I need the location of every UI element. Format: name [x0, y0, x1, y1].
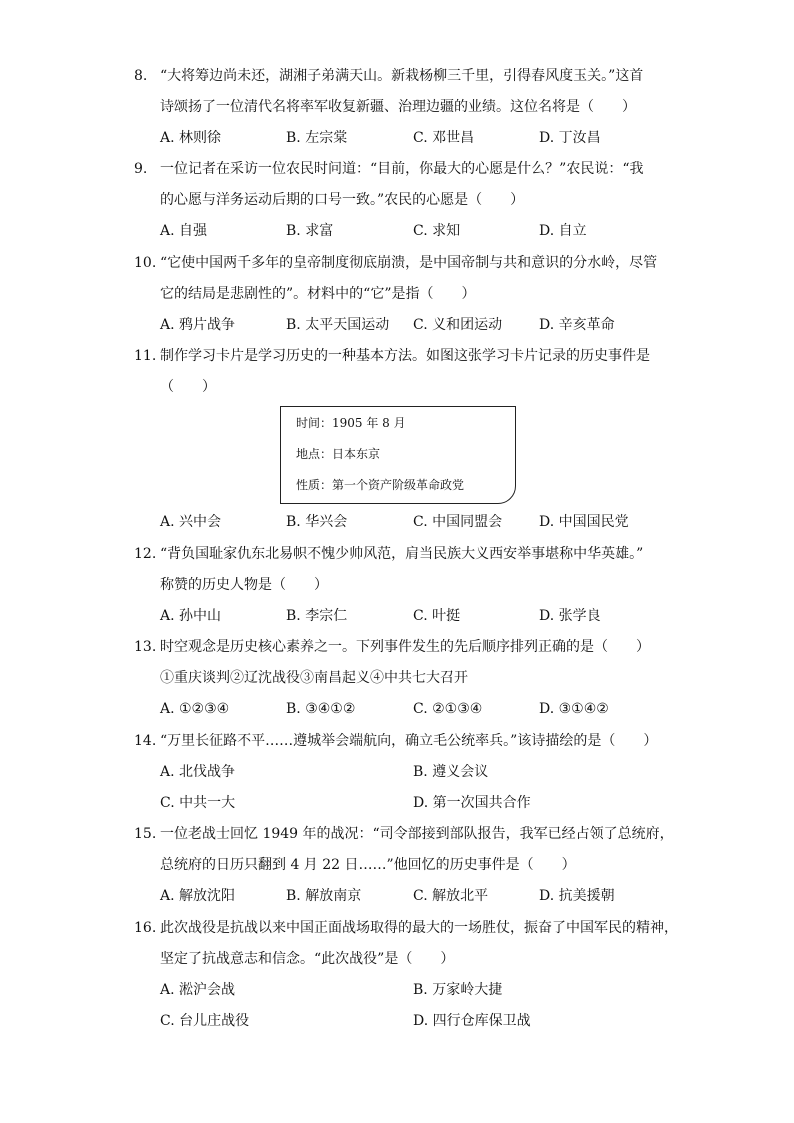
question-stem: 诗颂扬了一位清代名将率军收复新疆、治理边疆的业绩。这位名将是（ ）: [160, 99, 636, 115]
question-number: 14.: [134, 733, 157, 749]
question-stem: ①重庆谈判②辽沈战役③南昌起义④中共七大召开: [160, 670, 468, 686]
question-15: [134, 819, 674, 912]
option-c: C. 台儿庄战役: [160, 1013, 250, 1029]
question-stem: “它使中国两千多年的皇帝制度彻底崩溃，是中国帝制与共和意识的分水岭，尽管: [160, 255, 658, 271]
study-card: [280, 406, 516, 504]
option-b: B. 解放南京: [286, 888, 362, 904]
option-b: B. 左宗棠: [286, 130, 348, 146]
question-number: 11.: [134, 348, 157, 364]
question-11: [134, 341, 664, 403]
card-nature: 性质：第一个资产阶级革命政党: [296, 478, 465, 492]
option-d: D. 中国国民党: [539, 514, 629, 530]
option-d: D. 辛亥革命: [539, 317, 615, 333]
option-a: A. ①②③④: [160, 701, 230, 717]
option-b: B. 万家岭大捷: [413, 982, 503, 998]
question-16: [134, 913, 678, 1037]
option-c: C. 求知: [413, 223, 461, 239]
option-a: A. 解放沈阳: [160, 888, 236, 904]
question-stem: “背负国耻家仇东北易帜不愧少帅风范，肩当民族大义西安举事堪称中华英雄。”: [160, 546, 644, 562]
option-d: D. ③①④②: [539, 701, 609, 717]
question-number: 13.: [134, 639, 157, 655]
option-d: D. 丁汝昌: [539, 130, 601, 146]
question-10: [134, 248, 664, 341]
question-stem: 的心愿与洋务运动后期的口号一致。”农民的心愿是（ ）: [160, 192, 525, 208]
question-number: 9.: [134, 161, 148, 177]
option-a: A. 兴中会: [160, 514, 222, 530]
question-stem: “大将筹边尚未还，湖湘子弟满天山。新栽杨柳三千里，引得春风度玉关。”这首: [160, 68, 644, 84]
question-number: 8.: [134, 68, 148, 84]
question-stem: 此次战役是抗战以来中国正面战场取得的最大的一场胜仗，振奋了中国军民的精神，: [160, 920, 678, 936]
option-d: D. 第一次国共合作: [413, 795, 531, 811]
option-d: D. 自立: [539, 223, 587, 239]
option-b: B. ③④①②: [286, 701, 356, 717]
question-9: [134, 154, 664, 247]
option-d: D. 张学良: [539, 608, 601, 624]
question-number: 12.: [134, 546, 157, 562]
question-stem: 时空观念是历史核心素养之一。下列事件发生的先后顺序排列正确的是（ ）: [160, 639, 650, 655]
question-stem: （ ）: [160, 379, 216, 395]
question-number: 15.: [134, 826, 157, 842]
option-c: C. ②①③④: [413, 701, 483, 717]
option-a: A. 孙中山: [160, 608, 222, 624]
question-stem: 坚定了抗战意志和信念。“此次战役”是（ ）: [160, 951, 455, 967]
option-c: C. 中共一大: [160, 795, 236, 811]
option-c: C. 解放北平: [413, 888, 489, 904]
option-b: B. 太平天国运动: [286, 317, 390, 333]
question-stem: 它的结局是悲剧性的”。材料中的“它”是指（ ）: [160, 286, 476, 302]
option-c: C. 邓世昌: [413, 130, 475, 146]
question-stem: “万里长征路不平……遵城举会端航向，确立毛公统率兵。”该诗描绘的是（ ）: [160, 733, 658, 749]
option-b: B. 李宗仁: [286, 608, 348, 624]
question-number: 16.: [134, 920, 157, 936]
question-stem: 总统府的日历只翻到 4 月 22 日……”他回忆的历史事件是（ ）: [160, 857, 576, 873]
option-b: B. 求富: [286, 223, 334, 239]
question-stem: 制作学习卡片是学习历史的一种基本方法。如图这张学习卡片记录的历史事件是: [160, 348, 650, 364]
option-b: B. 遵义会议: [413, 764, 489, 780]
question-8: [134, 61, 664, 154]
question-13: [134, 632, 664, 725]
question-12: [134, 539, 664, 632]
question-stem: 一位老战士回忆 1949 年的战况：“司令部接到部队报告，我军已经占领了总统府，: [160, 826, 674, 842]
option-a: A. 鸦片战争: [160, 317, 236, 333]
card-time: 时间：1905 年 8 月: [296, 416, 406, 430]
option-c: C. 叶挺: [413, 608, 461, 624]
card-place: 地点：日本东京: [296, 447, 381, 461]
option-c: C. 中国同盟会: [413, 514, 503, 530]
option-a: A. 淞沪会战: [160, 982, 236, 998]
question-14: [134, 726, 664, 819]
option-a: A. 林则徐: [160, 130, 222, 146]
option-a: A. 北伐战争: [160, 764, 236, 780]
question-stem: 称赞的历史人物是（ ）: [160, 577, 328, 593]
option-d: D. 四行仓库保卫战: [413, 1013, 531, 1029]
option-d: D. 抗美援朝: [539, 888, 615, 904]
option-a: A. 自强: [160, 223, 208, 239]
option-b: B. 华兴会: [286, 514, 348, 530]
option-c: C. 义和团运动: [413, 317, 503, 333]
question-number: 10.: [134, 255, 157, 271]
question-stem: 一位记者在采访一位农民时问道：“目前，你最大的心愿是什么？”农民说：“我: [160, 161, 644, 177]
question-11-options: [134, 507, 664, 538]
